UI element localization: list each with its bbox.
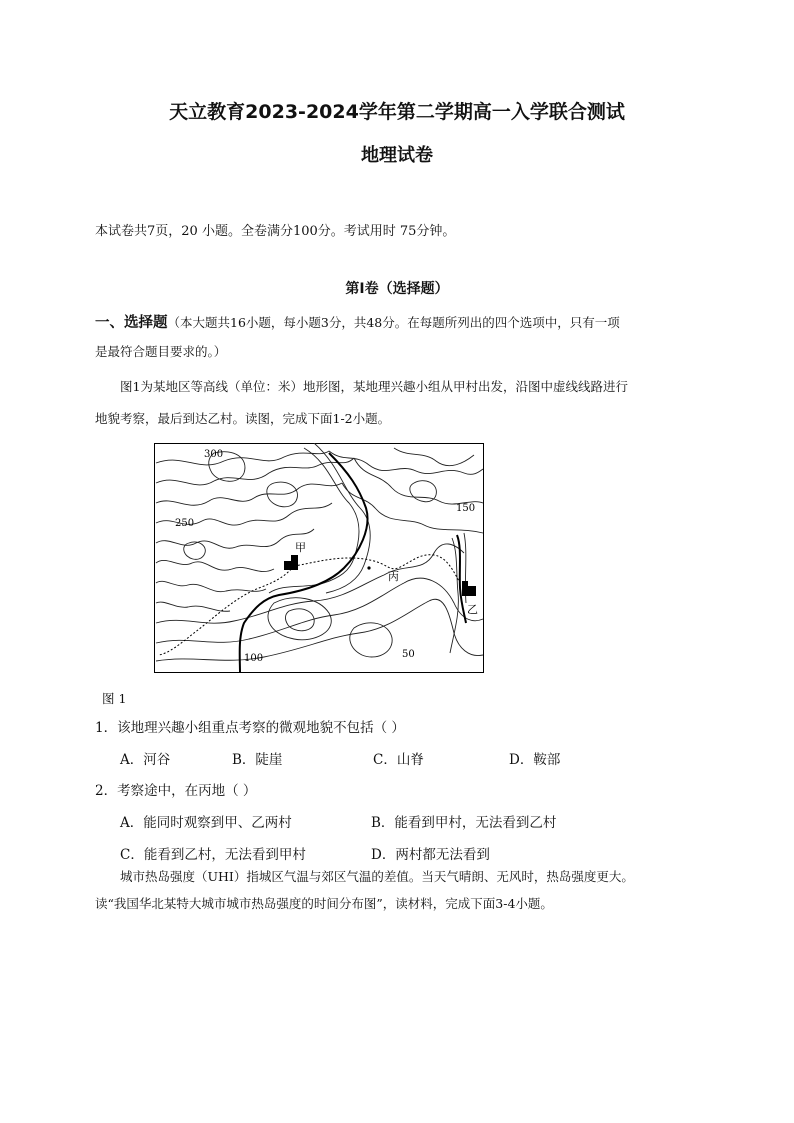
page-subtitle: 地理试卷 xyxy=(361,145,433,166)
section-title: 第Ⅰ卷（选择题） xyxy=(345,281,449,297)
question-2-option-b[interactable]: B．能看到甲村，无法看到乙村 xyxy=(371,815,557,831)
material-2-line-1: 城市热岛强度（UHI）指城区气温与郊区气温的差值。当天气晴朗、无风时，热岛强度更大。 xyxy=(120,869,634,884)
page-title: 天立教育2023-2024学年第二学期高一入学联合测试 xyxy=(169,101,625,123)
material-2-line-2: 读“我国华北某特大城市城市热岛强度的时间分布图”，读材料，完成下面3-4小题。 xyxy=(95,896,553,911)
question-1-option-a[interactable]: A．河谷 xyxy=(120,752,171,768)
contour-label-150: 150 xyxy=(456,503,476,514)
contour-label-100: 100 xyxy=(244,653,264,664)
question-2-option-c[interactable]: C．能看到乙村，无法看到甲村 xyxy=(120,847,306,863)
material-1-line-1: 图1为某地区等高线（单位：米）地形图，某地理兴趣小组从甲村出发，沿图中虚线线路进行 xyxy=(120,379,628,394)
village-yi-label: 乙 xyxy=(467,603,478,616)
village-jia-label: 甲 xyxy=(295,541,306,554)
point-bing-icon xyxy=(367,566,370,569)
part-description-cont: 是最符合题目要求的。） xyxy=(95,344,227,359)
part-label: 一、选择题 xyxy=(95,315,168,331)
point-bing-label: 丙 xyxy=(388,570,399,583)
contour-label-250: 250 xyxy=(175,518,195,529)
question-2-option-a[interactable]: A．能同时观察到甲、乙两村 xyxy=(120,815,292,831)
question-1-stem: 1．该地理兴趣小组重点考察的微观地貌不包括（ ） xyxy=(95,720,405,736)
question-1-option-d[interactable]: D．鞍部 xyxy=(509,752,561,768)
figure-caption: 图 1 xyxy=(102,691,127,706)
contour-map-figure xyxy=(154,443,484,673)
question-2-stem: 2．考察途中，在丙地（ ） xyxy=(95,783,257,799)
contour-label-50: 50 xyxy=(402,649,415,660)
question-2-option-d[interactable]: D．两村都无法看到 xyxy=(371,847,490,863)
material-1-line-2: 地貌考察，最后到达乙村。读图，完成下面1-2小题。 xyxy=(95,411,391,426)
contour-label-300: 300 xyxy=(204,449,224,460)
question-1-option-b[interactable]: B．陡崖 xyxy=(232,752,283,768)
exam-intro: 本试卷共7页，20 小题。全卷满分100分。考试用时 75分钟。 xyxy=(95,224,456,239)
part-heading xyxy=(95,311,620,332)
part-description: （本大题共16小题，每小题3分，共48分。在每题所列出的四个选项中，只有一项 xyxy=(167,315,620,330)
question-1-option-c[interactable]: C．山脊 xyxy=(373,752,424,768)
map-frame xyxy=(155,444,484,673)
